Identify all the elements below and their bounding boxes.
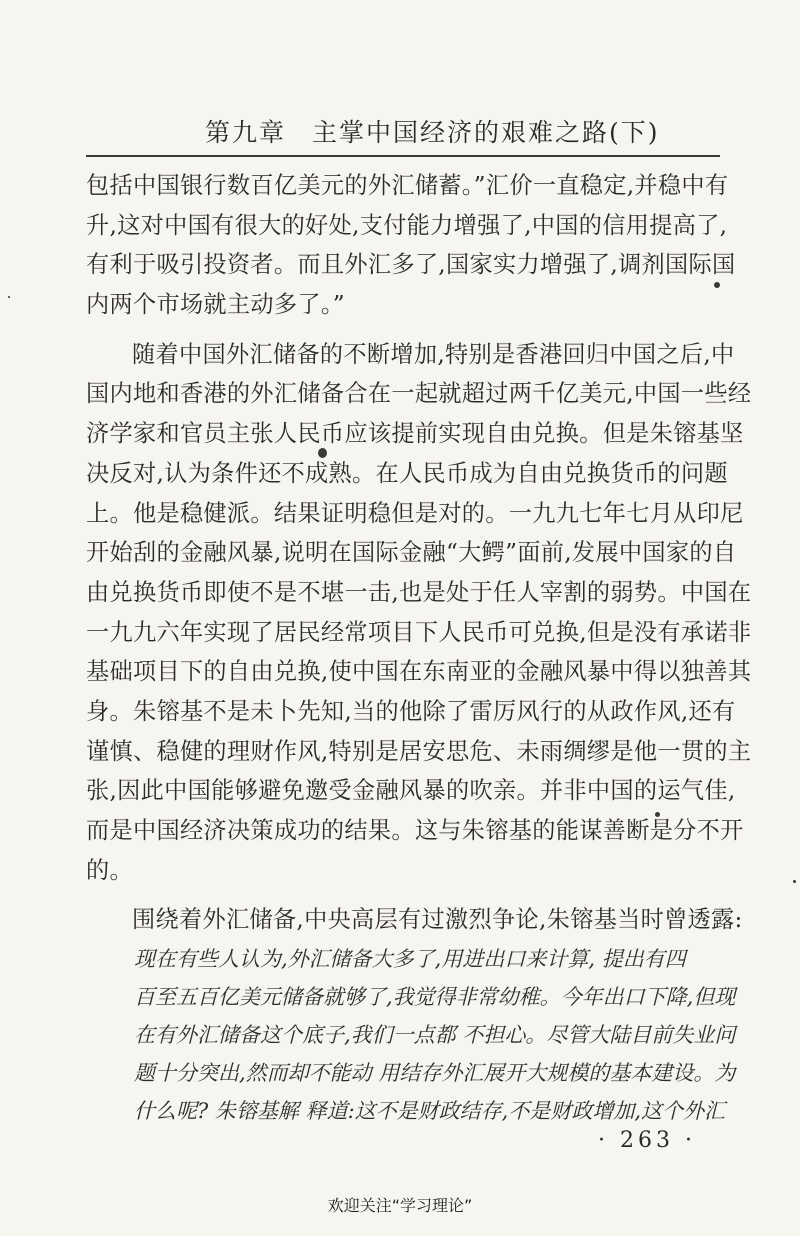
running-header [205, 113, 660, 149]
quote-line: 百至五百亿美元储备就够了,我觉得非常幼稚。今年出口下降,但现 [134, 985, 736, 1009]
text-line: 张,因此中国能够避免邀受金融风暴的吹亲。并非中国的运气佳, [86, 777, 736, 805]
scan-speck [793, 880, 796, 883]
header-rule [86, 155, 720, 157]
text-line: 包括中国银行数百亿美元的外汇储蓄。”汇价一直稳定,并稳中有 [86, 172, 729, 199]
text-line: 开始刮的金融风暴,说明在国际金融“大鳄”面前,发展中国家的自 [86, 539, 737, 567]
text-line: 谨慎、稳健的理财作风,特别是居安思危、未雨绸缪是他一贯的主 [86, 737, 752, 765]
text-line: 有利于吸引投资者。而且外汇多了,国家实力增强了,调剂国际国 [86, 251, 736, 279]
text-line: 基础项目下的自由兑换,使中国在东南亚的金融风暴中得以独善其 [86, 658, 752, 686]
body-text [86, 166, 752, 940]
text-line: 国内地和香港的外汇储备合在一起就超过两千亿美元,中国一些经 [86, 380, 752, 408]
chapter-title: 主掌中国经济的艰难之路(下) [312, 118, 660, 147]
scan-speck [318, 448, 327, 458]
scan-speck [714, 282, 720, 288]
text-line: 升,这对中国有很大的好处,支付能力增强了,中国的信用提高了, [86, 211, 728, 239]
text-line: 济学家和官员主张人民币应该提前实现自由兑换。但是朱镕基坚 [86, 420, 744, 448]
text-line: 由兑换货币即使不是不堪一击,也是处于任人宰割的弱势。中国在 [86, 578, 752, 606]
page-number: · 263 · [598, 1128, 696, 1153]
scan-speck [655, 812, 660, 817]
text-line: 围绕着外汇储备,中央高层有过激烈争论,朱镕基当时曾透露: [132, 906, 743, 934]
quote-line: 现在有些人认为,外汇储备大多了,用进出口来计算, 提出有四 [134, 947, 686, 971]
text-line: 身。朱镕基不是未卜先知,当的他除了雷厉风行的从政作风,还有 [86, 697, 736, 725]
text-line: 而是中国经济决策成功的结果。这与朱镕基的能谋善断是分不开 [86, 817, 744, 844]
chapter-label: 第九章 [205, 118, 287, 147]
quote-block [134, 940, 736, 1130]
text-line: 内两个市场就主动多了。” [86, 291, 345, 319]
text-line: 上。他是稳健派。结果证明稳但是对的。一九九七年七月从印尼 [86, 499, 744, 527]
quote-line: 题十分突出,然而却不能动 用结存外汇展开大规模的基本建设。为 [134, 1061, 736, 1085]
text-line: 决反对,认为条件还不成熟。在人民币成为自由兑换货币的问题 [86, 459, 728, 487]
text-line: 的。 [86, 856, 133, 884]
quote-line: 在有外汇储备这个底子,我们一点都 不担心。尽管大陆目前失业问 [134, 1023, 736, 1047]
footer-note: 欢迎关注“学习理论” [327, 1196, 473, 1215]
text-line: 一九九六年实现了居民经常项目下人民币可兑换,但是没有承诺非 [86, 618, 752, 646]
quote-line: 什么呢? 朱镕基解 释道:这不是财政结存,不是财政增加,这个外汇 [134, 1099, 726, 1123]
text-line: 随着中国外汇储备的不断增加,特别是香港回归中国之后,中 [132, 340, 735, 368]
scan-speck [8, 296, 10, 298]
